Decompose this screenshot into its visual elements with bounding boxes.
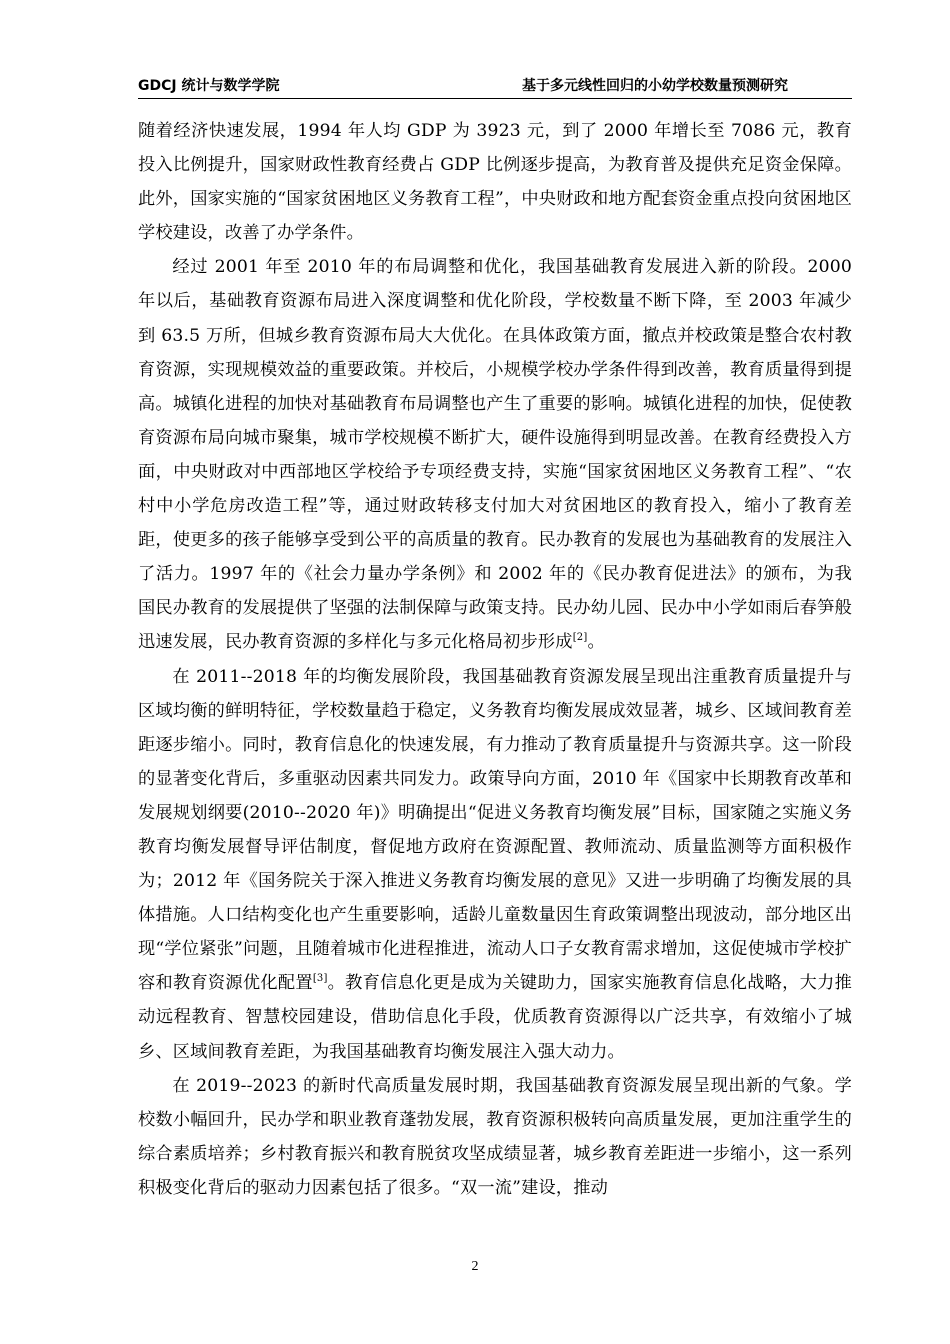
paragraph-2: [138, 250, 852, 659]
paragraph-3: [138, 660, 852, 1069]
page-header: [138, 74, 852, 99]
paragraph-1-text: 随着经济快速发展，1994 年人均 GDP 为 3923 元，到了 2000 年增长至 7086 元，教育投入比例提升，国家财政性教育经费占 GDP 比例逐步提高，为教育普及提供充足资金保障。此外，国家实施的“国家贫困地区义务教育工程”，中央财政和地方配套资金重点投向贫困地区学校建设，改善了办学条件。: [138, 121, 852, 244]
header-institution: GDCJ 统计与数学学院: [138, 78, 280, 94]
paragraph-2-text: 经过 2001 年至 2010 年的布局调整和优化，我国基础教育发展进入新的阶段。2000 年以后，基础教育资源布局进入深度调整和优化阶段，学校数量不断下降，至 2003 年减少到 63.5 万所，但城乡教育资源布局大大优化。在具体政策方面，撤点并校政策是整合农村教育资源，实现规模效益的重要政策。并校后，小规模学校办学条件得到改善，教育质量得到提高。城镇化进程的加快对基础教育布局调整也产生了重要的影响。城镇化进程的加快，促使教育资源布局向城市聚集，城市学校规模不断扩大，硬件设施得到明显改善。在教育经费投入方面，中央财政对中西部地区学校给予专项经费支持，实施“国家贫困地区义务教育工程”、“农村中小学危房改造工程”等，通过财政转移支付加大对贫困地区的教育投入，缩小了教育差距，使更多的孩子能够享受到公平的高质量的教育。民办教育的发展也为基础教育的发展注入了活力。1997 年的《社会力量办学条例》和 2002 年的《民办教育促进法》的颁布，为我国民办教育的发展提供了坚强的法制保障与政策支持。民办幼儿园、民办中小学如雨后春笋般迅速发展，民办教育资源的多样化与多元化格局初步形成: [138, 257, 852, 653]
page-number: 2: [471, 1259, 479, 1274]
header-paper-title: 基于多元线性回归的小幼学校数量预测研究: [522, 78, 788, 94]
paragraph-1: [138, 114, 852, 250]
body-text: [138, 114, 852, 1205]
citation-ref: [2]: [572, 632, 588, 644]
paragraph-3-text: 在 2011--2018 年的均衡发展阶段，我国基础教育资源发展呈现出注重教育质量提升与区域均衡的鲜明特征，学校数量趋于稳定，义务教育均衡发展成效显著，城乡、区域间教育差距逐步缩小。同时，教育信息化的快速发展，有力推动了教育质量提升与资源共享。这一阶段的显著变化背后，多重驱动因素共同发力。政策导向方面，2010 年《国家中长期教育改革和发展规划纲要(2010--2020 年)》明确提出“促进义务教育均衡发展”目标，国家随之实施义务教育均衡发展督导评估制度，督促地方政府在资源配置、教师流动、质量监测等方面积极作为；2012 年《国务院关于深入推进义务教育均衡发展的意见》又进一步明确了均衡发展的具体措施。人口结构变化也产生重要影响，适龄儿童数量因生育政策调整出现波动，部分地区出现“学位紧张”问题，且随着城市化进程推进，流动人口子女教育需求增加，这促使城市学校扩容和教育资源优化配置: [138, 666, 852, 994]
citation-ref: [3]: [312, 973, 328, 985]
paragraph-2-tail: 。: [587, 632, 605, 653]
paragraph-3-tail: 。教育信息化更是成为关键助力，国家实施教育信息化战略，大力推动远程教育、智慧校园建设，借助信息化手段，优质教育资源得以广泛共享，有效缩小了城乡、区域间教育差距，为我国基础教育均衡发展注入强大动力。: [138, 973, 852, 1062]
paragraph-4-text: 在 2019--2023 的新时代高质量发展时期，我国基础教育资源发展呈现出新的气象。学校数小幅回升，民办学和职业教育蓬勃发展，教育资源积极转向高质量发展，更加注重学生的综合素质培养；乡村教育振兴和教育脱贫攻坚成绩显著，城乡教育差距进一步缩小，这一系列积极变化背后的驱动力因素包括了很多。“双一流”建设，推动: [138, 1075, 852, 1198]
paragraph-4: [138, 1069, 852, 1205]
